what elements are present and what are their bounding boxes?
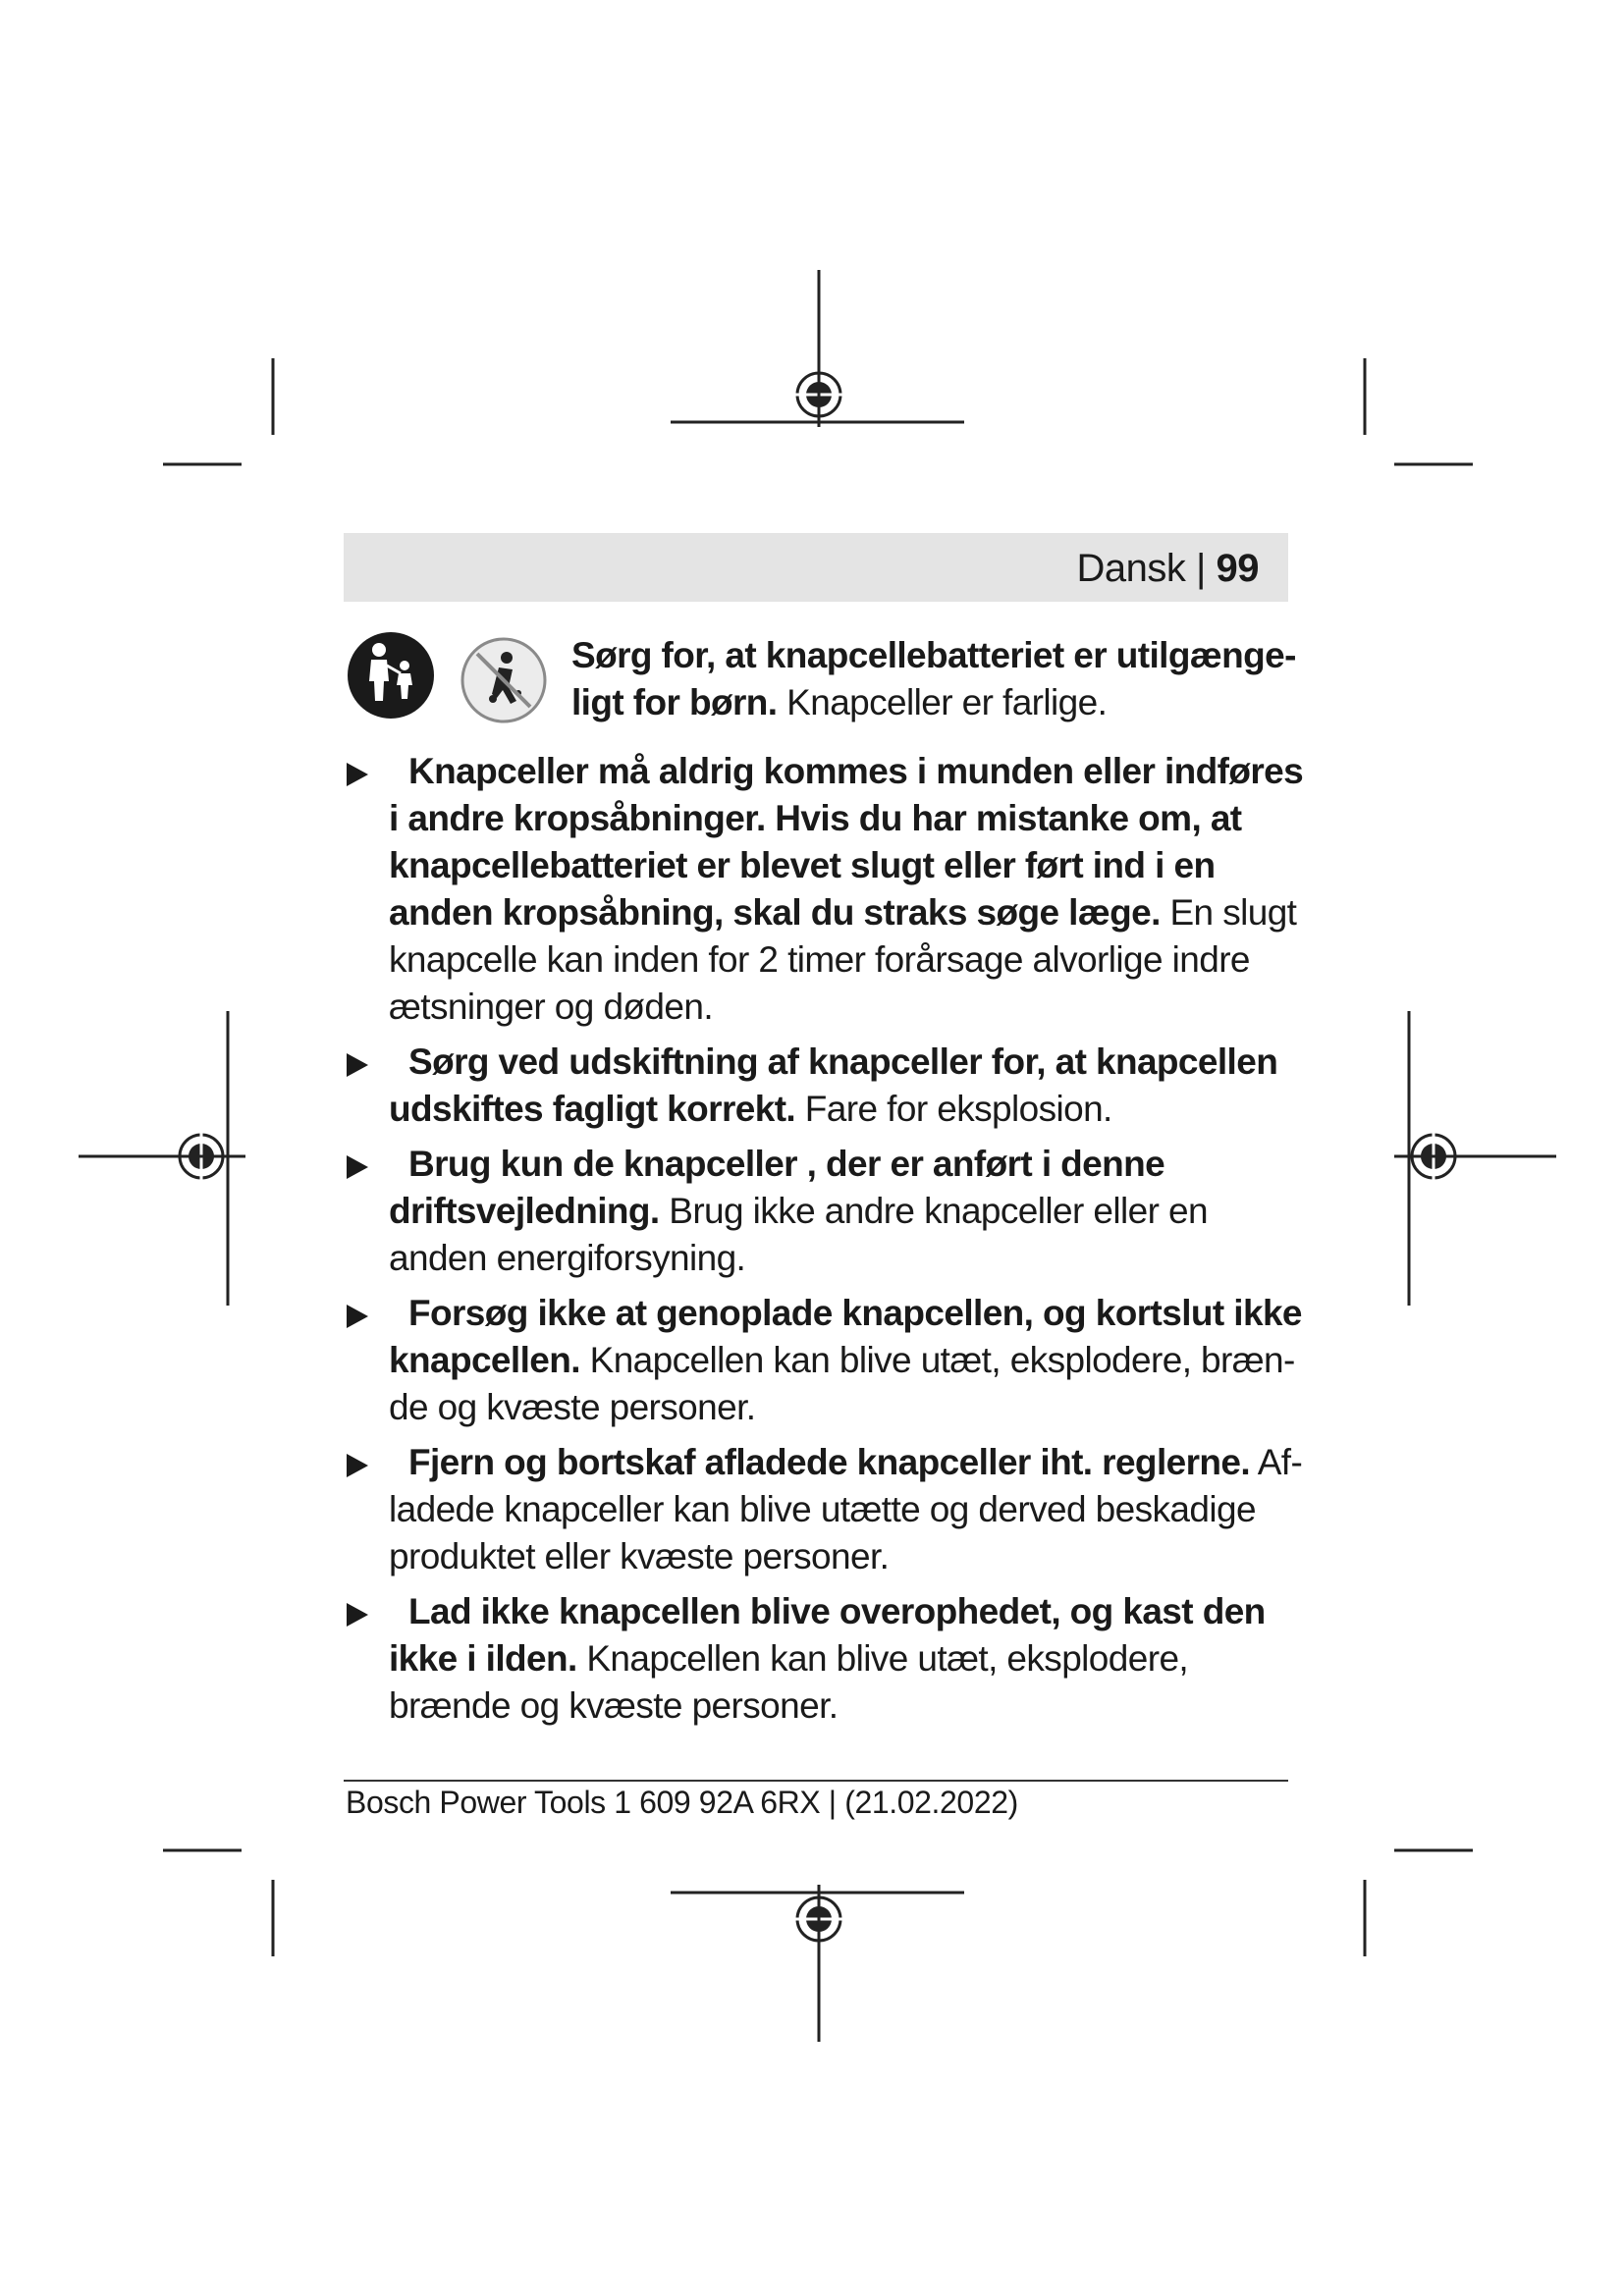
item-bold: Sørg ved udskiftning af knapceller for, at knapcellen udskiftes fagligt korrekt. — [389, 1041, 1278, 1129]
list-item — [344, 748, 1306, 1031]
bullet-arrow-icon — [347, 763, 368, 786]
child-protection-icon — [346, 630, 436, 721]
bullet-arrow-icon — [347, 1305, 368, 1328]
item-normal: Brug ikke andre knapceller eller en anden energiforsyning. — [389, 1191, 1208, 1278]
page-number: 99 — [1216, 547, 1259, 590]
list-item — [344, 1039, 1306, 1133]
bullet-arrow-icon — [347, 1053, 368, 1077]
header-label — [1076, 547, 1259, 591]
list-item — [344, 1588, 1306, 1730]
item-normal: Fare for eksplosion. — [795, 1089, 1112, 1129]
header-language: Dansk — [1076, 547, 1186, 590]
intro-bold: Sørg for, at knapcellebatteriet er utilgængeligt for børn. — [571, 635, 1297, 722]
footer-divider — [344, 1780, 1288, 1782]
item-bold: Forsøg ikke at genoplade knapcellen, og kortslut ikke knapcellen. — [389, 1293, 1302, 1380]
list-item — [344, 1439, 1306, 1580]
bullet-arrow-icon — [347, 1603, 368, 1627]
item-normal: Knapcellen kan blive utæt, eksplodere, brænde og kvæste personer. — [389, 1638, 1189, 1726]
header-separator: | — [1195, 547, 1206, 590]
intro-normal: Knapceller er farlige. — [777, 682, 1108, 722]
bullet-arrow-icon — [347, 1454, 368, 1477]
item-bold: Lad ikke knapcellen blive overophedet, og kast den ikke i ilden. — [389, 1591, 1266, 1679]
item-normal: En slugt knapcelle kan inden for 2 timer forårsage alvorlige indre ætsninger og døden. — [389, 892, 1297, 1027]
page-footer: Bosch Power Tools 1 609 92A 6RX | (21.02.2022) — [346, 1785, 1018, 1820]
item-bold: Knapceller må aldrig kommes i munden eller indføres i andre kropsåbninger. Hvis du har mistanke om, at knapcellebatteriet er blevet slugt eller ført ind i en anden kropsåbning, skal du straks søge læge. — [389, 751, 1304, 933]
item-bold: Brug kun de knapceller , der er anført i denne driftsvejledning. — [389, 1144, 1165, 1231]
intro-text — [571, 632, 1298, 726]
page-header — [344, 533, 1288, 602]
list-item — [344, 1290, 1306, 1431]
item-normal: Afladede knapceller kan blive utætte og derved beskadige produktet eller kvæste personer. — [389, 1442, 1303, 1576]
safety-instructions — [344, 628, 1306, 1737]
item-bold: Fjern og bortskaf afladede knapceller iht. reglerne. — [408, 1442, 1251, 1482]
bullet-arrow-icon — [347, 1155, 368, 1179]
item-normal: Knapcellen kan blive utæt, eksplodere, brænde og kvæste personer. — [389, 1340, 1296, 1427]
intro-warning — [344, 628, 1306, 726]
no-swallowing-button-cell-icon — [460, 636, 548, 724]
list-item — [344, 1141, 1306, 1282]
